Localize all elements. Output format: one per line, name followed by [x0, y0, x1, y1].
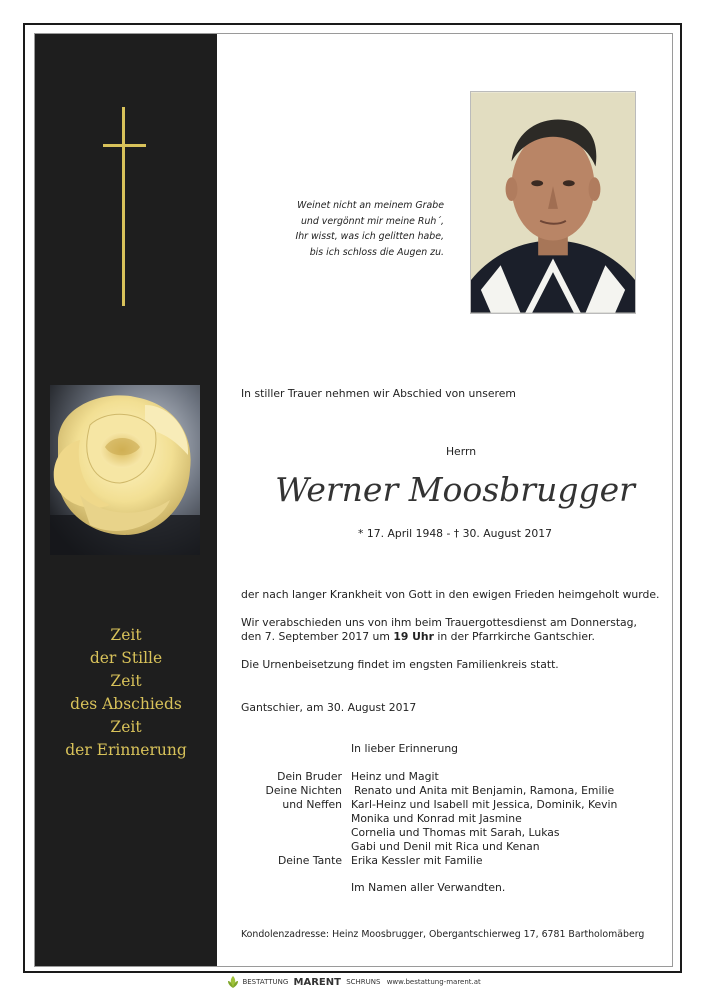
poem: [250, 198, 444, 260]
relative-label-nieces: Deine Nichten: [265, 784, 342, 797]
motto-line: Zeit: [110, 672, 142, 690]
relative-line: Monika und Konrad mit Jasmine: [351, 812, 522, 825]
relative-line: Heinz und Magit: [351, 770, 439, 783]
relative-line: Renato und Anita mit Benjamin, Ramona, Emilie: [354, 784, 615, 797]
relative-line: Karl-Heinz und Isabell mit Jessica, Dominik, Kevin: [351, 798, 618, 811]
relative-line: Gabi und Denil mit Rica und Kenan: [351, 840, 540, 853]
relative-label-nephews: und Neffen: [282, 798, 342, 811]
motto-line: des Abschieds: [70, 695, 182, 713]
footer-brand-name: MARENT: [293, 976, 341, 988]
relative-line: Cornelia und Thomas mit Sarah, Lukas: [351, 826, 560, 839]
funeral-home-logo-icon: [226, 975, 240, 989]
relative-label-aunt: Deine Tante: [277, 854, 342, 867]
motto-line: Zeit: [110, 626, 142, 644]
place-date: Gantschier, am 30. August 2017: [241, 701, 417, 714]
motto-line: der Erinnerung: [65, 741, 187, 759]
motto-line: der Stille: [89, 649, 163, 667]
poem-line: Ihr wisst, was ich gelitten habe,: [295, 231, 444, 242]
motto-text: [35, 624, 217, 762]
deceased-name: Werner Moosbrugger: [275, 470, 635, 509]
service-time: 19 Uhr: [393, 630, 434, 643]
motto-line: Zeit: [110, 718, 142, 736]
relative-label-brother: Dein Bruder: [277, 770, 342, 783]
cross-icon-bar: [103, 144, 146, 147]
poem-line: und vergönnt mir meine Ruh´,: [300, 215, 444, 227]
relative-line: Erika Kessler mit Familie: [351, 854, 483, 867]
condolence-address: Kondolenzadresse: Heinz Moosbrugger, Obergantschierweg 17, 6781 Bartholomäberg: [241, 929, 645, 940]
body-paragraph-2-line-1: Wir verabschieden uns von ihm beim Trauergottesdienst am Donnerstag,: [241, 616, 637, 629]
footer-prefix: BESTATTUNG: [242, 978, 289, 986]
poem-line: Weinet nicht an meinem Grabe: [297, 200, 444, 211]
portrait-photo: [470, 91, 636, 314]
body-paragraph-1: der nach langer Krankheit von Gott in den ewigen Frieden heimgeholt wurde.: [241, 588, 660, 601]
body-paragraph-3: Die Urnenbeisetzung findet im engsten Familienkreis statt.: [241, 658, 559, 671]
poem-line: bis ich schloss die Augen zu.: [309, 246, 444, 258]
footer-url[interactable]: www.bestattung-marent.at: [386, 978, 481, 986]
service-location-text: in der Pfarrkirche Gantschier.: [433, 630, 595, 643]
life-dates: * 17. April 1948 - † 30. August 2017: [358, 527, 552, 540]
footer-town: SCHRUNS: [346, 978, 381, 986]
closing-line: Im Namen aller Verwandten.: [351, 881, 506, 894]
footer-brand: [0, 975, 707, 995]
salutation: Herrn: [445, 445, 477, 458]
intro-text: In stiller Trauer nehmen wir Abschied von unserem: [241, 387, 516, 400]
body-paragraph-2-line-2: [241, 630, 595, 643]
cross-icon: [122, 107, 125, 306]
memory-line: In lieber Erinnerung: [351, 742, 459, 755]
rose-image: [50, 385, 200, 555]
service-date-text: den 7. September 2017 um: [241, 630, 394, 643]
